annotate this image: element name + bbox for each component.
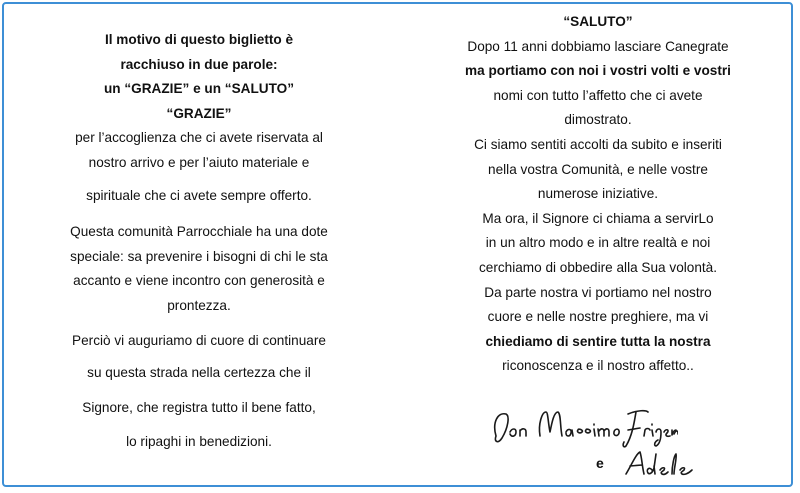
text-line: Ci siamo sentiti accolti da subito e inseriti	[474, 136, 722, 152]
text-line: su questa strada nella certezza che il	[87, 365, 311, 381]
text-line: riconoscenza e il nostro affetto..	[502, 358, 694, 374]
text-line: per l’accoglienza che ci avete riservata al	[75, 130, 323, 146]
text-line: Da parte nostra vi portiamo nel nostro	[484, 284, 712, 300]
text-line: speciale: sa prevenire i bisogni di chi le sta	[70, 248, 328, 264]
saluto-heading: “SALUTO”	[563, 14, 633, 29]
text-line: nella vostra Comunità, e nelle vostre	[488, 161, 708, 177]
intro-line: Il motivo di questo biglietto è	[104, 32, 294, 47]
intro-line: un “GRAZIE” e un “SALUTO”	[103, 81, 295, 97]
text-line: Dopo 11 anni dobbiamo lasciare Canegrate	[467, 38, 729, 54]
text-line: lo ripaghi in benedizioni.	[126, 434, 272, 450]
text-line: in un altro modo e in altre realtà e noi	[485, 235, 711, 251]
text-line: Perciò vi auguriamo di cuore di continuare	[72, 332, 326, 348]
text-line: Signore, che registra tutto il bene fatto,	[82, 399, 316, 415]
intro-line: racchiuso in due parole:	[120, 56, 278, 72]
text-line: nostro arrivo e per l’aiuto materiale e	[88, 154, 310, 170]
text-line: Questa comunità Parrocchiale ha una dote	[70, 224, 328, 240]
text-line: nomi con tutto l’affetto che ci avete	[493, 87, 703, 103]
text-line: chiediamo di sentire tutta la nostra	[485, 333, 711, 349]
text-line: cuore e nelle nostre preghiere, ma vi	[487, 309, 709, 325]
signature-don-massimo-frigerio	[488, 402, 678, 450]
right-column-saluto	[428, 10, 768, 379]
signature-adele	[622, 448, 696, 480]
text-line: accanto e viene incontro con generosità e	[73, 273, 325, 289]
text-line: dimostrato.	[564, 112, 632, 128]
text-line: ma portiamo con noi i vostri volti e vostri	[465, 63, 731, 79]
left-column-grazie	[28, 28, 370, 455]
text-line: cerchiamo di obbedire alla Sua volontà.	[478, 259, 718, 275]
text-line: numerose iniziative.	[537, 186, 659, 202]
text-line: spirituale che ci avete sempre offerto.	[86, 187, 312, 203]
text-line: Ma ora, il Signore ci chiama a servirLo	[482, 210, 714, 226]
signature-conjunction: e	[596, 455, 604, 471]
text-line: prontezza.	[167, 297, 231, 313]
grazie-heading: “GRAZIE”	[166, 105, 232, 121]
